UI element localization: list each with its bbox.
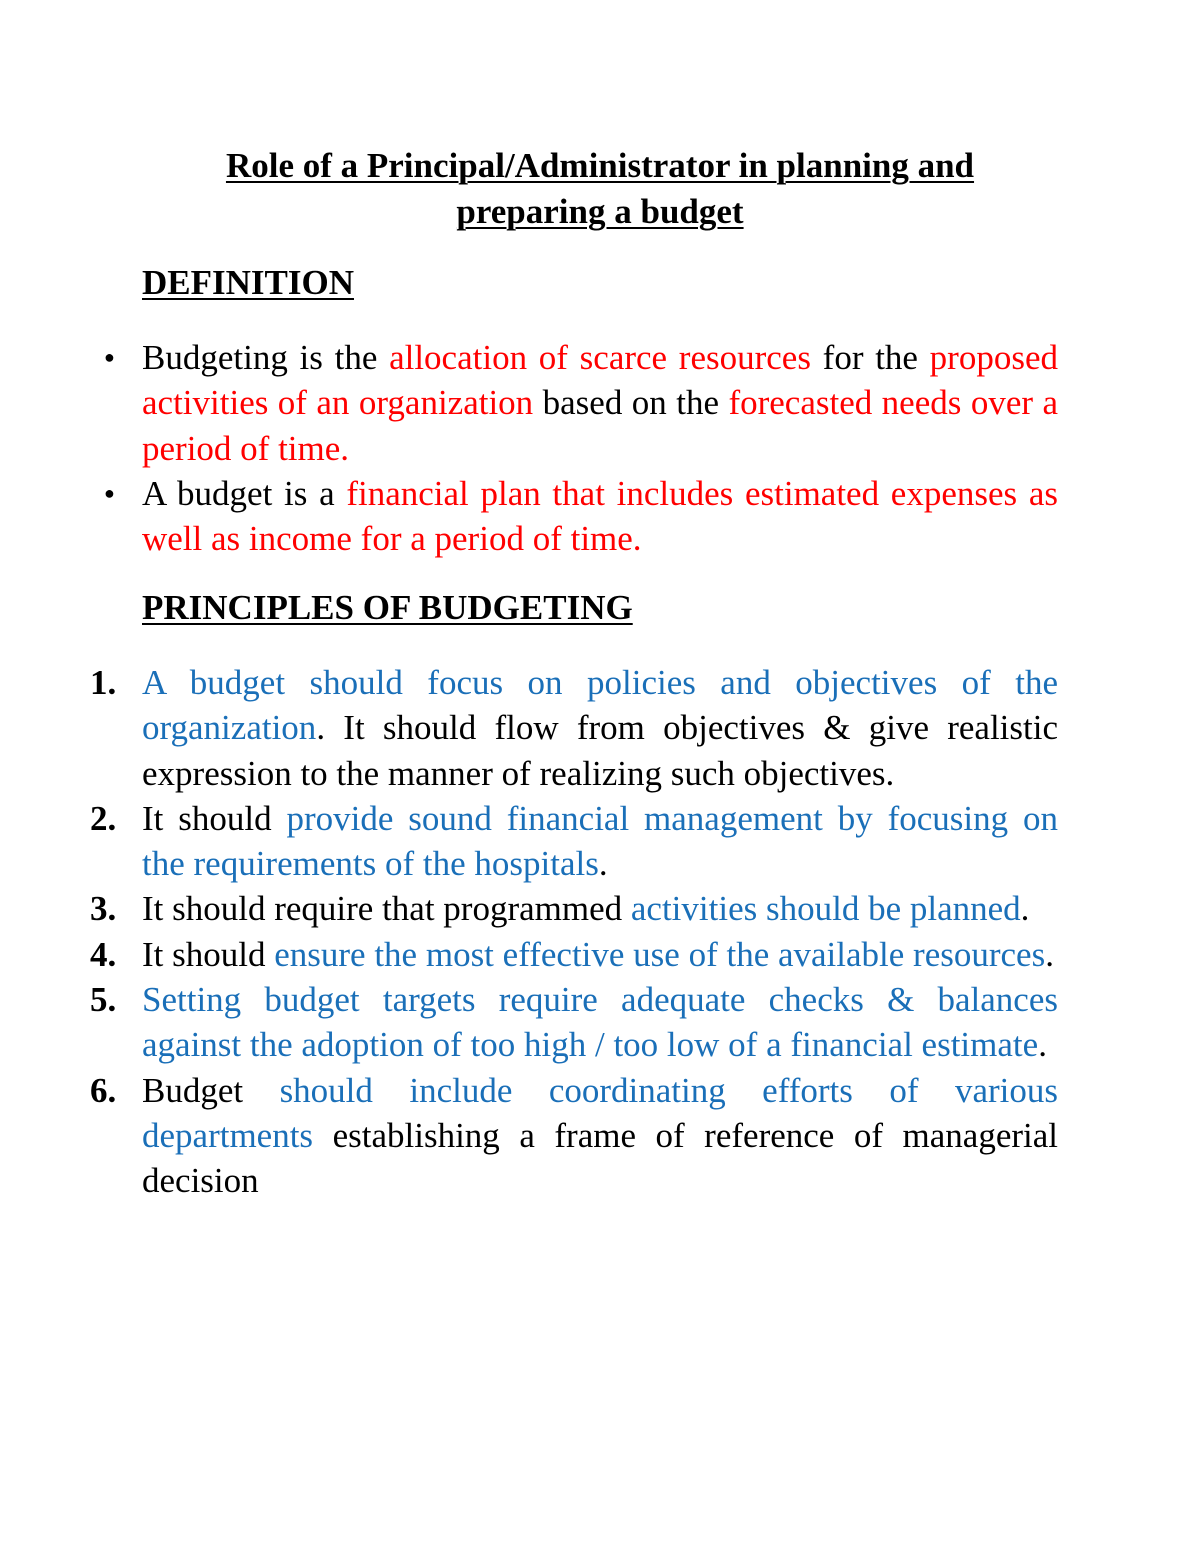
principle-text: It should <box>142 934 275 974</box>
principles-heading: PRINCIPLES OF BUDGETING <box>142 588 633 627</box>
definition-list <box>104 335 1059 561</box>
principle-item-5 <box>90 977 1058 1068</box>
definition-text: A budget is a <box>142 473 347 513</box>
title-line-2: preparing a budget <box>456 192 744 231</box>
definition-item-2 <box>104 471 1059 562</box>
list-number: 1. <box>90 663 117 702</box>
principle-text: . It should flow from objectives & give realistic expression to the manner of realizing such objectives. <box>142 708 1058 793</box>
definition-text: for the <box>810 338 930 377</box>
definition-highlight: financial plan that includes estimated expenses as well as income for a period of time. <box>142 473 1059 559</box>
principles-list <box>90 660 1058 1204</box>
definition-highlight: proposed activities of an organization <box>142 338 1058 423</box>
principle-text: . <box>598 844 608 884</box>
definition-item-1 <box>104 335 1058 471</box>
principle-highlight: activities should be planned <box>630 889 1021 929</box>
page-title <box>100 143 1100 235</box>
principle-highlight: provide sound financial management by focusing on the requirements of the hospitals <box>142 798 1058 884</box>
list-number: 2. <box>90 798 117 838</box>
definition-highlight: forecasted needs over a period of time. <box>142 383 1058 468</box>
bullet-icon: ● <box>104 347 115 367</box>
list-number: 5. <box>90 980 117 1020</box>
definition-highlight: allocation of scarce resources <box>389 338 811 377</box>
principle-text: establishing a frame of reference of managerial decision <box>142 1115 1058 1201</box>
list-number: 4. <box>90 934 117 974</box>
principle-highlight: ensure the most effective use of the available resources <box>274 934 1046 974</box>
principle-text: It should <box>142 798 287 838</box>
principle-item-3 <box>90 886 1058 931</box>
principle-text: Budget <box>142 1070 280 1110</box>
principle-text: . <box>1038 1025 1047 1065</box>
principle-item-4 <box>90 932 1058 977</box>
principle-text: . <box>1020 889 1030 929</box>
definition-text: Budgeting is the <box>142 338 390 377</box>
list-number: 3. <box>90 889 117 929</box>
bullet-icon: ● <box>104 482 115 503</box>
definition-text: based on the <box>533 383 729 423</box>
principle-highlight: Setting budget targets require adequate checks & balances against the adoption of too high / too low of a financial estimate <box>142 980 1058 1065</box>
list-number: 6. <box>90 1070 117 1110</box>
principle-highlight: A budget should focus on policies and objectives of the organization <box>142 663 1058 748</box>
principle-text: . <box>1045 934 1054 974</box>
principle-item-1 <box>90 660 1058 796</box>
principle-item-6 <box>90 1068 1058 1204</box>
principle-highlight: should include coordinating efforts of various departments <box>142 1070 1058 1155</box>
definition-heading: DEFINITION <box>142 263 354 302</box>
title-line-1: Role of a Principal/Administrator in planning and <box>225 146 975 185</box>
principle-item-2 <box>90 796 1058 887</box>
principle-text: It should require that programmed <box>142 889 631 929</box>
